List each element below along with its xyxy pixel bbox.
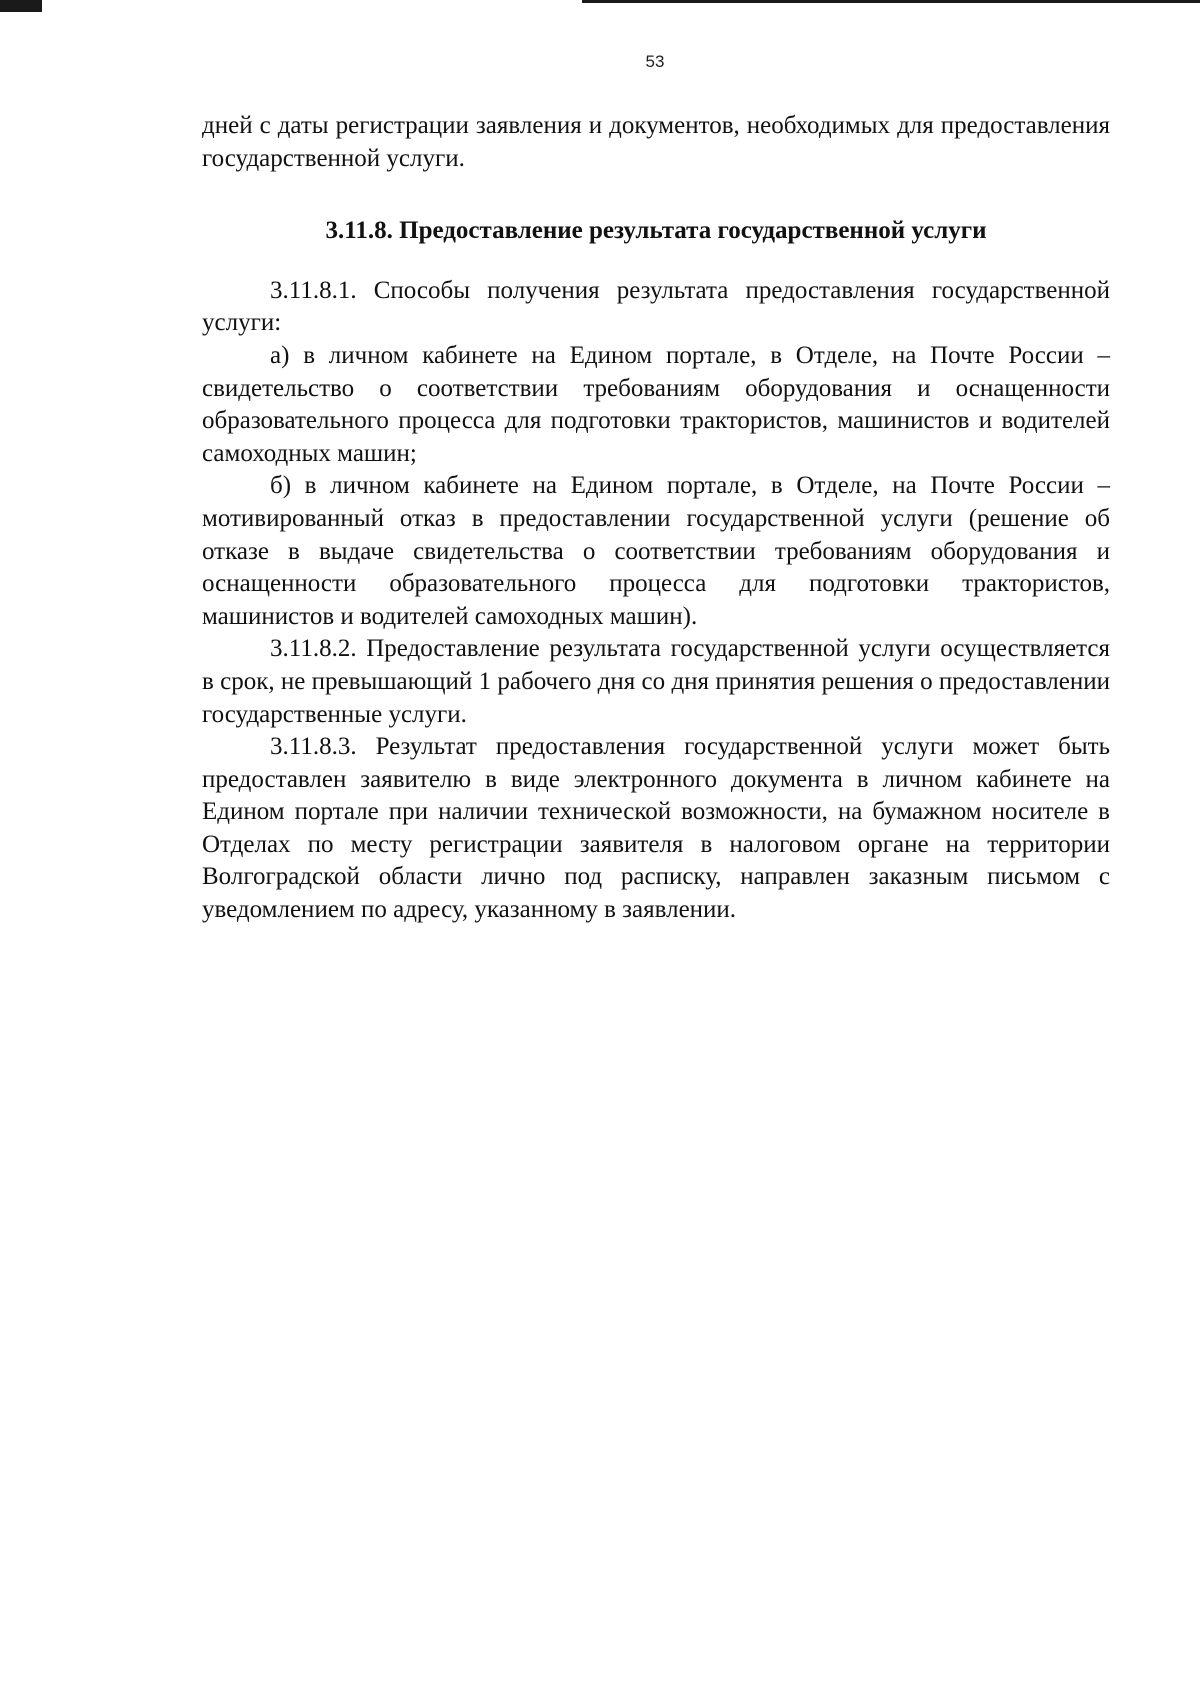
section-heading: 3.11.8. Предоставление результата государственной услуги	[325, 217, 987, 245]
scan-edge-notch	[0, 0, 42, 12]
paragraph-item-b: б) в личном кабинете на Едином портале, в Отделе, на Почте России – мотивированный отказ в предоставлении государственной услуги (решение об отказе в выдаче свидетельства о соответствии требованиям оборудования и оснащенности образовательного процесса для подготовки трактористов, машинистов и водителей самоходных машин).	[202, 472, 1110, 630]
paragraph-item-a: а) в личном кабинете на Едином портале, в Отделе, на Почте России – свидетельство о соответствии требованиям оборудования и оснащенности образовательного процесса для подготовки трактористов, машинистов и водителей самоходных машин;	[202, 341, 1110, 467]
document-body	[202, 110, 1110, 927]
paragraph-3-11-8-3: 3.11.8.3. Результат предоставления государственной услуги может быть предоставлен заявителю в виде электронного документа в личном кабинете на Едином портале при наличии технической возможности, на бумажном носителе в Отделах по месту регистрации заявителя в налоговом органе на территории Волгоградской области лично под расписку, направлен заказным письмом с уведомлением по адресу, указанному в заявлении.	[202, 733, 1110, 924]
scan-edge-gap	[42, 0, 582, 3]
intro-continuation: дней с даты регистрации заявления и документов, необходимых для предоставления государственной услуги.	[202, 112, 1110, 172]
paragraph-3-11-8-1: 3.11.8.1. Способы получения результата предоставления государственной услуги:	[202, 276, 1110, 337]
paragraph-3-11-8-2: 3.11.8.2. Предоставление результата государственной услуги осуществляется в срок, не превышающий 1 рабочего дня со дня принятия решения о предоставлении государственные услуги.	[202, 635, 1110, 728]
page-number: 53	[645, 52, 665, 71]
